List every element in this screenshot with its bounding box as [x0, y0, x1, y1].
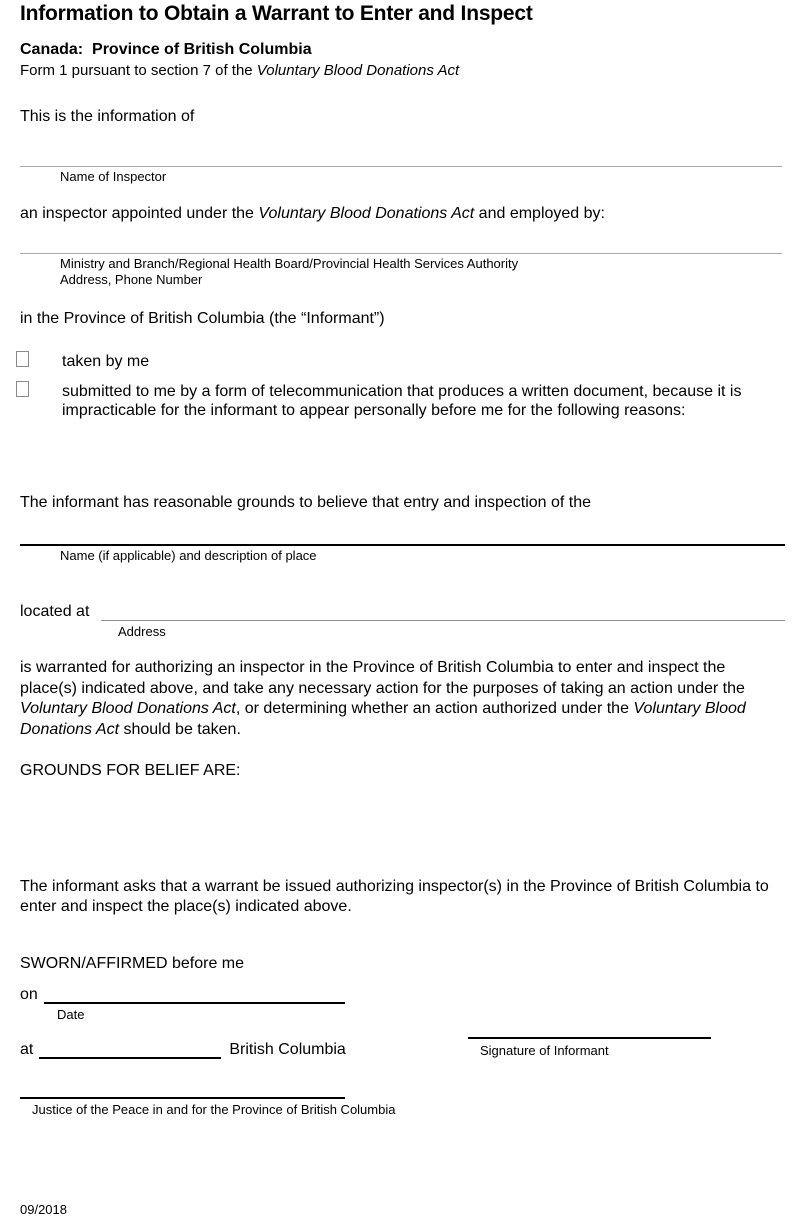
act-name-italic: Voluntary Blood Donations Act: [258, 205, 475, 222]
place-description-field-line[interactable]: [20, 528, 785, 546]
act-name-italic: Voluntary Blood Donations Act: [256, 62, 460, 79]
checkbox-taken-by-me-label: taken by me: [62, 353, 150, 370]
appointed-pre: an inspector appointed under the: [20, 205, 259, 222]
date-field-label: Date: [57, 1007, 85, 1022]
justice-signature-label: Justice of the Peace in and for the Province of British Columbia: [32, 1102, 396, 1117]
checkbox-submitted-telecommunication[interactable]: [16, 381, 29, 397]
form-citation: [20, 62, 459, 79]
employer-field-label: [60, 256, 518, 288]
place-description-field-label: Name (if applicable) and description of place: [60, 548, 317, 563]
british-columbia-label: British Columbia: [229, 1041, 346, 1058]
inspector-name-field-line[interactable]: [20, 150, 782, 167]
act-name-italic: Voluntary Blood Donations Act: [20, 700, 236, 717]
on-label: on: [20, 986, 38, 1003]
grounds-heading: GROUNDS FOR BELIEF ARE:: [20, 762, 241, 779]
grounds-intro-line: The informant has reasonable grounds to believe that entry and inspection of the: [20, 494, 592, 511]
at-label: at: [20, 1041, 34, 1058]
province-informant-line: in the Province of British Columbia (the “Informant”): [20, 310, 385, 327]
city-field-line[interactable]: [39, 1041, 221, 1059]
appointed-line: [20, 204, 605, 224]
request-paragraph: The informant asks that a warrant be issued authorizing inspector(s) in the Province of British Columbia to enter and inspect the place(s) indicated above.: [20, 878, 769, 915]
page-title: Information to Obtain a Warrant to Enter and Inspect: [20, 2, 533, 25]
act-name-italic: Voluntary Blood Donations Act: [20, 700, 746, 738]
date-field-line[interactable]: [44, 986, 345, 1004]
warrant-p3: should be taken.: [119, 720, 241, 738]
warrant-p2: , or determining whether an action authorized under the: [235, 700, 634, 717]
employer-field-line[interactable]: [20, 237, 782, 254]
address-field-label: Address: [118, 624, 166, 639]
located-at-row: [20, 602, 785, 621]
informant-signature-label: Signature of Informant: [480, 1043, 609, 1058]
informant-signature-line[interactable]: [468, 1037, 711, 1039]
jurisdiction-line: Canada: Province of British Columbia: [20, 41, 312, 58]
form-version: 09/2018: [20, 1202, 67, 1217]
appointed-post: and employed by:: [474, 205, 605, 222]
justice-signature-line[interactable]: [20, 1097, 345, 1099]
intro-line: This is the information of: [20, 108, 195, 125]
date-row: [20, 986, 345, 1004]
warrant-paragraph: [20, 658, 784, 740]
sworn-affirmed-line: SWORN/AFFIRMED before me: [20, 955, 245, 972]
inspector-name-field-label: Name of Inspector: [60, 169, 167, 184]
form-citation-text: Form 1 pursuant to section 7 of the: [20, 62, 257, 79]
warrant-p1: is warranted for authorizing an inspector in the Province of British Columbia to enter and inspect the place(s) indicated above, and take any necessary action for the purposes of taking an action under the: [20, 659, 745, 697]
located-at-label: located at: [20, 603, 90, 620]
location-row: [20, 1041, 440, 1059]
checkbox-taken-by-me[interactable]: [16, 351, 29, 367]
address-field-line[interactable]: [101, 602, 785, 621]
employer-field-label-line2: Address, Phone Number: [60, 272, 203, 287]
employer-field-label-line1: Ministry and Branch/Regional Health Board/Provincial Health Services Authority: [60, 256, 519, 271]
checkbox-submitted-telecommunication-label: submitted to me by a form of telecommunication that produces a written document, because it is impracticable for the informant to appear personally before me for the following reasons:: [62, 383, 742, 419]
